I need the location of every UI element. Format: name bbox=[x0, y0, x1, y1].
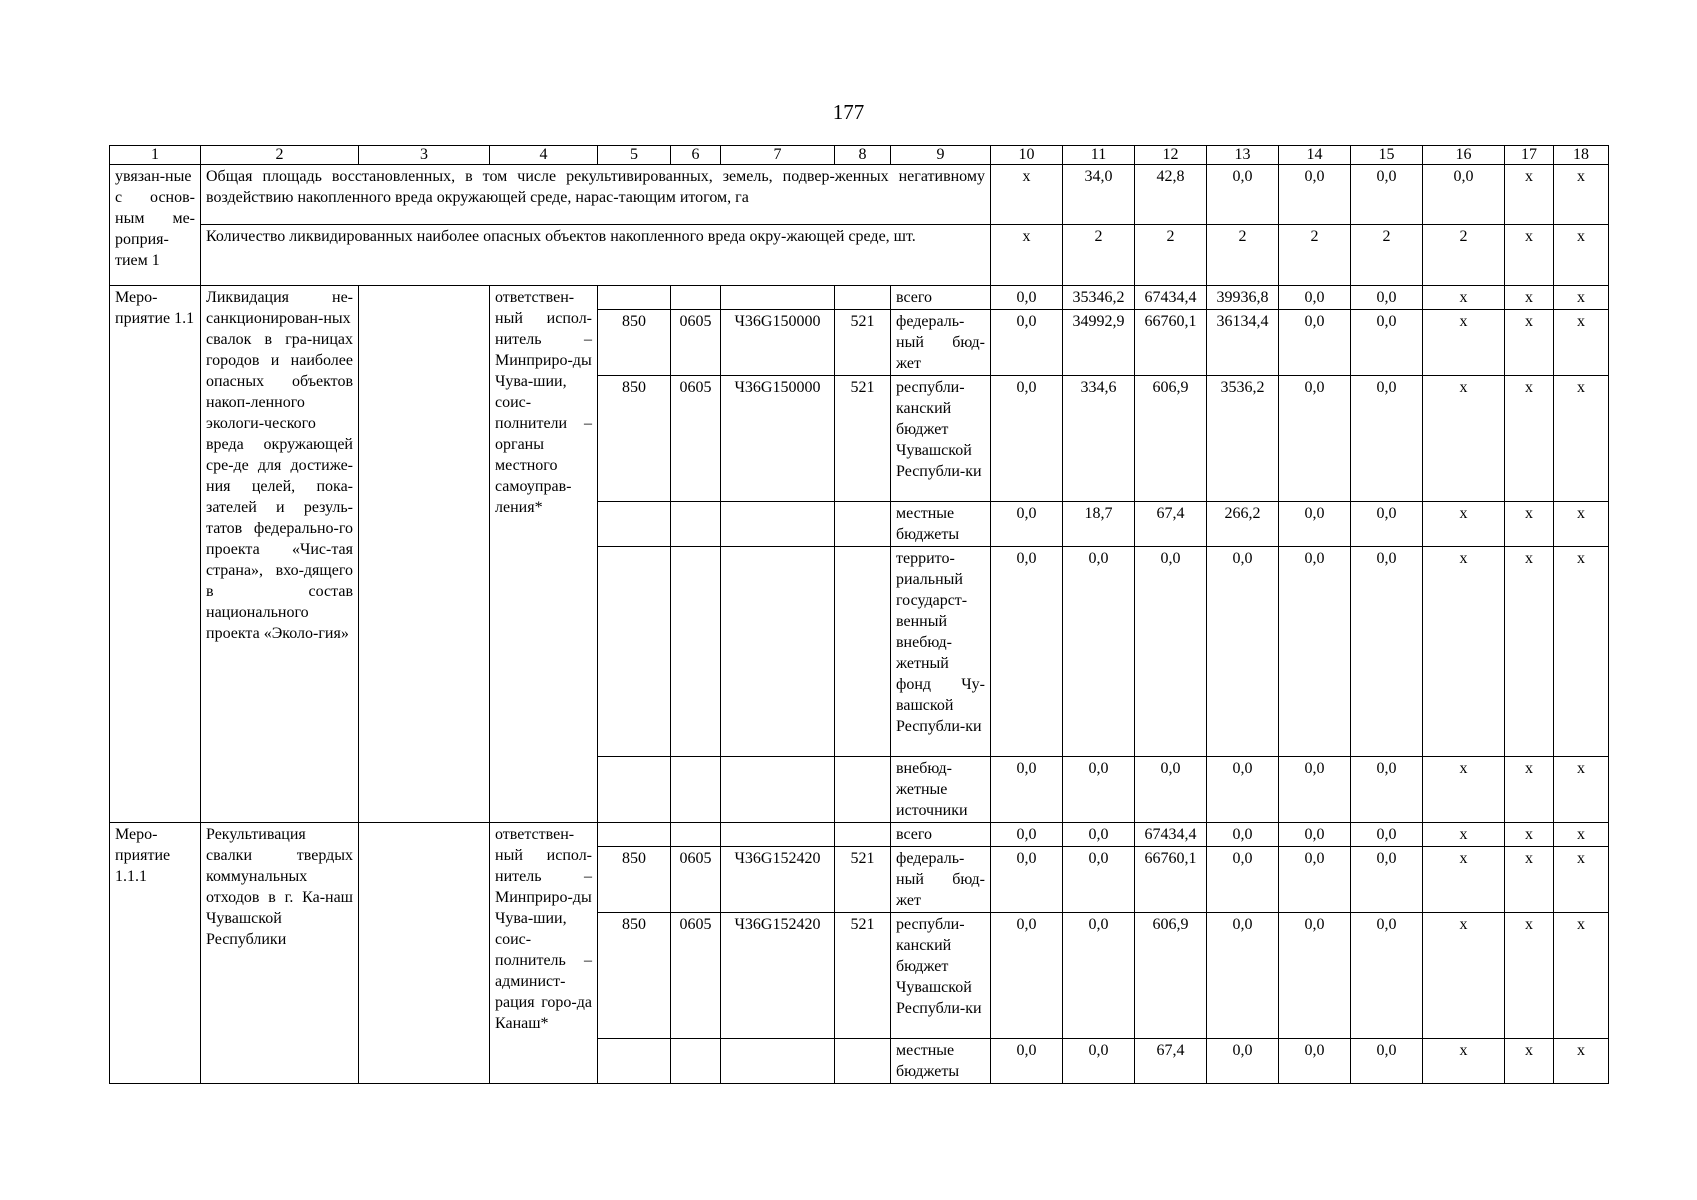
measure-title: Ликвидация не-санкционирован-ных свалок в гра-ницах городов и наиболее опасных объектов накоп-ленного экологи-ческого вреда окружающей сре-де для достиже-ния целей, пока-зателей и резуль-татов федерально-го проекта «Чис-тая страна», вхо-дящего в состав национального проекта «Эколо-гия» bbox=[201, 286, 359, 823]
funding-source: террито-риальный государст-венный внебюд-жетный фонд Чу-вашской Республи-ки bbox=[891, 547, 991, 757]
funding-c18: х bbox=[1554, 823, 1609, 847]
indicator-value: 42,8 bbox=[1135, 165, 1207, 225]
funding-source: республи-канский бюджет Чувашской Республи-ки bbox=[891, 913, 991, 1039]
funding-value: 334,6 bbox=[1063, 376, 1135, 502]
funding-value: 67,4 bbox=[1135, 1039, 1207, 1084]
funding-value: 0,0 bbox=[1351, 502, 1423, 547]
funding-c17: х bbox=[1505, 913, 1554, 1039]
target-article-code bbox=[721, 547, 835, 757]
funding-c16: х bbox=[1423, 1039, 1505, 1084]
measure-row bbox=[110, 286, 1609, 310]
column-number: 12 bbox=[1135, 146, 1207, 165]
funding-source: внебюд-жетные источники bbox=[891, 757, 991, 823]
funding-value: 0,0 bbox=[1063, 913, 1135, 1039]
expense-type-code bbox=[835, 823, 891, 847]
indicator-value: 0,0 bbox=[1279, 165, 1351, 225]
target-article-code bbox=[721, 502, 835, 547]
measure-executor: ответствен-ный испол-нитель – Минприро-ды Чува-шии, соис-полнители – органы местного самоуправ-ления* bbox=[490, 286, 598, 823]
funding-value: 0,0 bbox=[1279, 823, 1351, 847]
funding-value: 0,0 bbox=[1351, 823, 1423, 847]
funding-value: 3536,2 bbox=[1207, 376, 1279, 502]
indicator-value: 0,0 bbox=[1207, 165, 1279, 225]
funding-value: 0,0 bbox=[991, 286, 1063, 310]
indicators-label: увязан-ные с основ-ным ме-роприя-тием 1 bbox=[110, 165, 201, 286]
funding-value: 67,4 bbox=[1135, 502, 1207, 547]
column-number: 6 bbox=[671, 146, 721, 165]
grbs-code: 850 bbox=[598, 847, 671, 913]
grbs-code: 850 bbox=[598, 913, 671, 1039]
indicator-value: 2 bbox=[1135, 225, 1207, 286]
funding-value: 0,0 bbox=[1063, 757, 1135, 823]
expense-type-code bbox=[835, 757, 891, 823]
funding-c17: х bbox=[1505, 286, 1554, 310]
funding-value: 0,0 bbox=[1063, 823, 1135, 847]
funding-value: 606,9 bbox=[1135, 913, 1207, 1039]
indicator-c16: х bbox=[1505, 165, 1554, 225]
column-number: 11 bbox=[1063, 146, 1135, 165]
column-number: 16 bbox=[1423, 146, 1505, 165]
funding-value: 0,0 bbox=[991, 547, 1063, 757]
funding-c18: х bbox=[1554, 502, 1609, 547]
indicator-row bbox=[110, 165, 1609, 225]
funding-c17: х bbox=[1505, 502, 1554, 547]
funding-value: 0,0 bbox=[1279, 502, 1351, 547]
section-code bbox=[671, 286, 721, 310]
target-article-code bbox=[721, 1039, 835, 1084]
indicator-c9: х bbox=[991, 225, 1063, 286]
grbs-code bbox=[598, 286, 671, 310]
funding-value: 0,0 bbox=[1351, 286, 1423, 310]
funding-value: 0,0 bbox=[1351, 1039, 1423, 1084]
funding-c16: х bbox=[1423, 376, 1505, 502]
funding-value: 0,0 bbox=[1351, 913, 1423, 1039]
funding-source: местные бюджеты bbox=[891, 502, 991, 547]
funding-c18: х bbox=[1554, 310, 1609, 376]
funding-value: 0,0 bbox=[1351, 547, 1423, 757]
funding-c17: х bbox=[1505, 757, 1554, 823]
funding-source: федераль-ный бюд-жет bbox=[891, 847, 991, 913]
indicator-text: Количество ликвидированных наиболее опасных объектов накопленного вреда окру-жающей среде, шт. bbox=[201, 225, 991, 286]
indicator-value: 34,0 bbox=[1063, 165, 1135, 225]
funding-c16: х bbox=[1423, 757, 1505, 823]
funding-c16: х bbox=[1423, 310, 1505, 376]
funding-value: 0,0 bbox=[1279, 1039, 1351, 1084]
column-number: 9 bbox=[891, 146, 991, 165]
indicator-c17: х bbox=[1554, 225, 1609, 286]
target-article-code bbox=[721, 823, 835, 847]
funding-value: 0,0 bbox=[1279, 286, 1351, 310]
funding-c16: х bbox=[1423, 502, 1505, 547]
funding-value: 606,9 bbox=[1135, 376, 1207, 502]
grbs-code bbox=[598, 757, 671, 823]
indicator-value: 2 bbox=[1063, 225, 1135, 286]
funding-value: 266,2 bbox=[1207, 502, 1279, 547]
target-article-code: Ч36G150000 bbox=[721, 310, 835, 376]
funding-value: 0,0 bbox=[1279, 847, 1351, 913]
funding-value: 36134,4 bbox=[1207, 310, 1279, 376]
column-number: 15 bbox=[1351, 146, 1423, 165]
indicator-value: 2 bbox=[1207, 225, 1279, 286]
funding-value: 0,0 bbox=[991, 823, 1063, 847]
funding-c17: х bbox=[1505, 376, 1554, 502]
funding-value: 0,0 bbox=[1351, 847, 1423, 913]
grbs-code bbox=[598, 547, 671, 757]
funding-value: 0,0 bbox=[1279, 913, 1351, 1039]
funding-value: 35346,2 bbox=[1063, 286, 1135, 310]
funding-c16: х bbox=[1423, 547, 1505, 757]
indicator-c17: х bbox=[1554, 165, 1609, 225]
grbs-code bbox=[598, 502, 671, 547]
expense-type-code bbox=[835, 286, 891, 310]
column-number: 2 bbox=[201, 146, 359, 165]
column-number: 18 bbox=[1554, 146, 1609, 165]
funding-value: 0,0 bbox=[991, 376, 1063, 502]
section-code: 0605 bbox=[671, 847, 721, 913]
column-number: 10 bbox=[991, 146, 1063, 165]
funding-value: 0,0 bbox=[1279, 376, 1351, 502]
funding-value: 66760,1 bbox=[1135, 310, 1207, 376]
funding-value: 0,0 bbox=[1207, 757, 1279, 823]
section-code: 0605 bbox=[671, 310, 721, 376]
funding-value: 0,0 bbox=[1207, 547, 1279, 757]
funding-value: 0,0 bbox=[1351, 310, 1423, 376]
grbs-code bbox=[598, 1039, 671, 1084]
target-article-code bbox=[721, 757, 835, 823]
column-number: 4 bbox=[490, 146, 598, 165]
funding-value: 34992,9 bbox=[1063, 310, 1135, 376]
funding-value: 0,0 bbox=[991, 502, 1063, 547]
expense-type-code bbox=[835, 1039, 891, 1084]
column-number: 13 bbox=[1207, 146, 1279, 165]
funding-c18: х bbox=[1554, 286, 1609, 310]
column-number: 1 bbox=[110, 146, 201, 165]
measure-c3 bbox=[359, 823, 490, 1084]
funding-value: 67434,4 bbox=[1135, 823, 1207, 847]
funding-value: 0,0 bbox=[1135, 547, 1207, 757]
measure-title: Рекультивация свалки твердых коммунальных отходов в г. Ка-наш Чувашской Республики bbox=[201, 823, 359, 1084]
column-number: 14 bbox=[1279, 146, 1351, 165]
indicator-value: 2 bbox=[1351, 225, 1423, 286]
expense-type-code bbox=[835, 502, 891, 547]
funding-c16: х bbox=[1423, 913, 1505, 1039]
funding-value: 0,0 bbox=[1279, 547, 1351, 757]
funding-value: 67434,4 bbox=[1135, 286, 1207, 310]
section-code bbox=[671, 547, 721, 757]
funding-value: 0,0 bbox=[1063, 847, 1135, 913]
page-number: 177 bbox=[832, 100, 865, 124]
funding-c17: х bbox=[1505, 310, 1554, 376]
funding-c18: х bbox=[1554, 1039, 1609, 1084]
budget-table bbox=[109, 145, 1609, 1084]
section-code bbox=[671, 823, 721, 847]
section-code: 0605 bbox=[671, 376, 721, 502]
funding-c18: х bbox=[1554, 757, 1609, 823]
funding-c16: х bbox=[1423, 286, 1505, 310]
funding-c18: х bbox=[1554, 913, 1609, 1039]
funding-c18: х bbox=[1554, 376, 1609, 502]
grbs-code bbox=[598, 823, 671, 847]
funding-source: местные бюджеты bbox=[891, 1039, 991, 1084]
funding-c18: х bbox=[1554, 547, 1609, 757]
funding-c16: х bbox=[1423, 847, 1505, 913]
measure-number: Меро-приятие 1.1 bbox=[110, 286, 201, 823]
measure-executor: ответствен-ный испол-нитель – Минприро-ды Чува-шии, соис-полнитель – админист-рация горо-да Канаш* bbox=[490, 823, 598, 1084]
funding-value: 0,0 bbox=[1207, 1039, 1279, 1084]
indicator-value: 2 bbox=[1423, 225, 1505, 286]
funding-c17: х bbox=[1505, 547, 1554, 757]
column-number: 5 bbox=[598, 146, 671, 165]
grbs-code: 850 bbox=[598, 376, 671, 502]
section-code bbox=[671, 1039, 721, 1084]
funding-value: 0,0 bbox=[1351, 757, 1423, 823]
expense-type-code: 521 bbox=[835, 310, 891, 376]
expense-type-code: 521 bbox=[835, 913, 891, 1039]
funding-value: 0,0 bbox=[991, 1039, 1063, 1084]
funding-source: федераль-ный бюд-жет bbox=[891, 310, 991, 376]
indicator-c9: х bbox=[991, 165, 1063, 225]
funding-c16: х bbox=[1423, 823, 1505, 847]
indicator-value: 2 bbox=[1279, 225, 1351, 286]
section-code bbox=[671, 502, 721, 547]
header-row bbox=[110, 146, 1609, 165]
indicator-text: Общая площадь восстановленных, в том числе рекультивированных, земель, подвер-женных негативному воздействию накопленного вреда окружающей среде, нарас-тающим итогом, га bbox=[201, 165, 991, 225]
funding-value: 0,0 bbox=[1063, 1039, 1135, 1084]
indicator-c16: х bbox=[1505, 225, 1554, 286]
funding-source: всего bbox=[891, 286, 991, 310]
indicator-value: 0,0 bbox=[1351, 165, 1423, 225]
expense-type-code: 521 bbox=[835, 847, 891, 913]
section-code bbox=[671, 757, 721, 823]
funding-value: 0,0 bbox=[1135, 757, 1207, 823]
measure-c3 bbox=[359, 286, 490, 823]
grbs-code: 850 bbox=[598, 310, 671, 376]
funding-c17: х bbox=[1505, 823, 1554, 847]
funding-source: всего bbox=[891, 823, 991, 847]
funding-value: 0,0 bbox=[991, 913, 1063, 1039]
expense-type-code: 521 bbox=[835, 376, 891, 502]
indicator-row bbox=[110, 225, 1609, 286]
funding-value: 66760,1 bbox=[1135, 847, 1207, 913]
funding-c17: х bbox=[1505, 847, 1554, 913]
measure-row bbox=[110, 823, 1609, 847]
expense-type-code bbox=[835, 547, 891, 757]
column-number: 8 bbox=[835, 146, 891, 165]
funding-value: 0,0 bbox=[1207, 913, 1279, 1039]
funding-value: 0,0 bbox=[1351, 376, 1423, 502]
funding-value: 0,0 bbox=[991, 847, 1063, 913]
column-number: 17 bbox=[1505, 146, 1554, 165]
funding-c17: х bbox=[1505, 1039, 1554, 1084]
funding-source: республи-канский бюджет Чувашской Республи-ки bbox=[891, 376, 991, 502]
column-number: 7 bbox=[721, 146, 835, 165]
funding-value: 0,0 bbox=[1063, 547, 1135, 757]
column-number: 3 bbox=[359, 146, 490, 165]
funding-value: 39936,8 bbox=[1207, 286, 1279, 310]
target-article-code bbox=[721, 286, 835, 310]
funding-value: 0,0 bbox=[991, 757, 1063, 823]
funding-value: 0,0 bbox=[1279, 757, 1351, 823]
funding-value: 0,0 bbox=[1279, 310, 1351, 376]
target-article-code: Ч36G152420 bbox=[721, 913, 835, 1039]
funding-value: 0,0 bbox=[1207, 823, 1279, 847]
funding-c18: х bbox=[1554, 847, 1609, 913]
funding-value: 0,0 bbox=[991, 310, 1063, 376]
target-article-code: Ч36G150000 bbox=[721, 376, 835, 502]
indicator-value: 0,0 bbox=[1423, 165, 1505, 225]
target-article-code: Ч36G152420 bbox=[721, 847, 835, 913]
measure-number: Меро-приятие 1.1.1 bbox=[110, 823, 201, 1084]
funding-value: 18,7 bbox=[1063, 502, 1135, 547]
funding-value: 0,0 bbox=[1207, 847, 1279, 913]
section-code: 0605 bbox=[671, 913, 721, 1039]
